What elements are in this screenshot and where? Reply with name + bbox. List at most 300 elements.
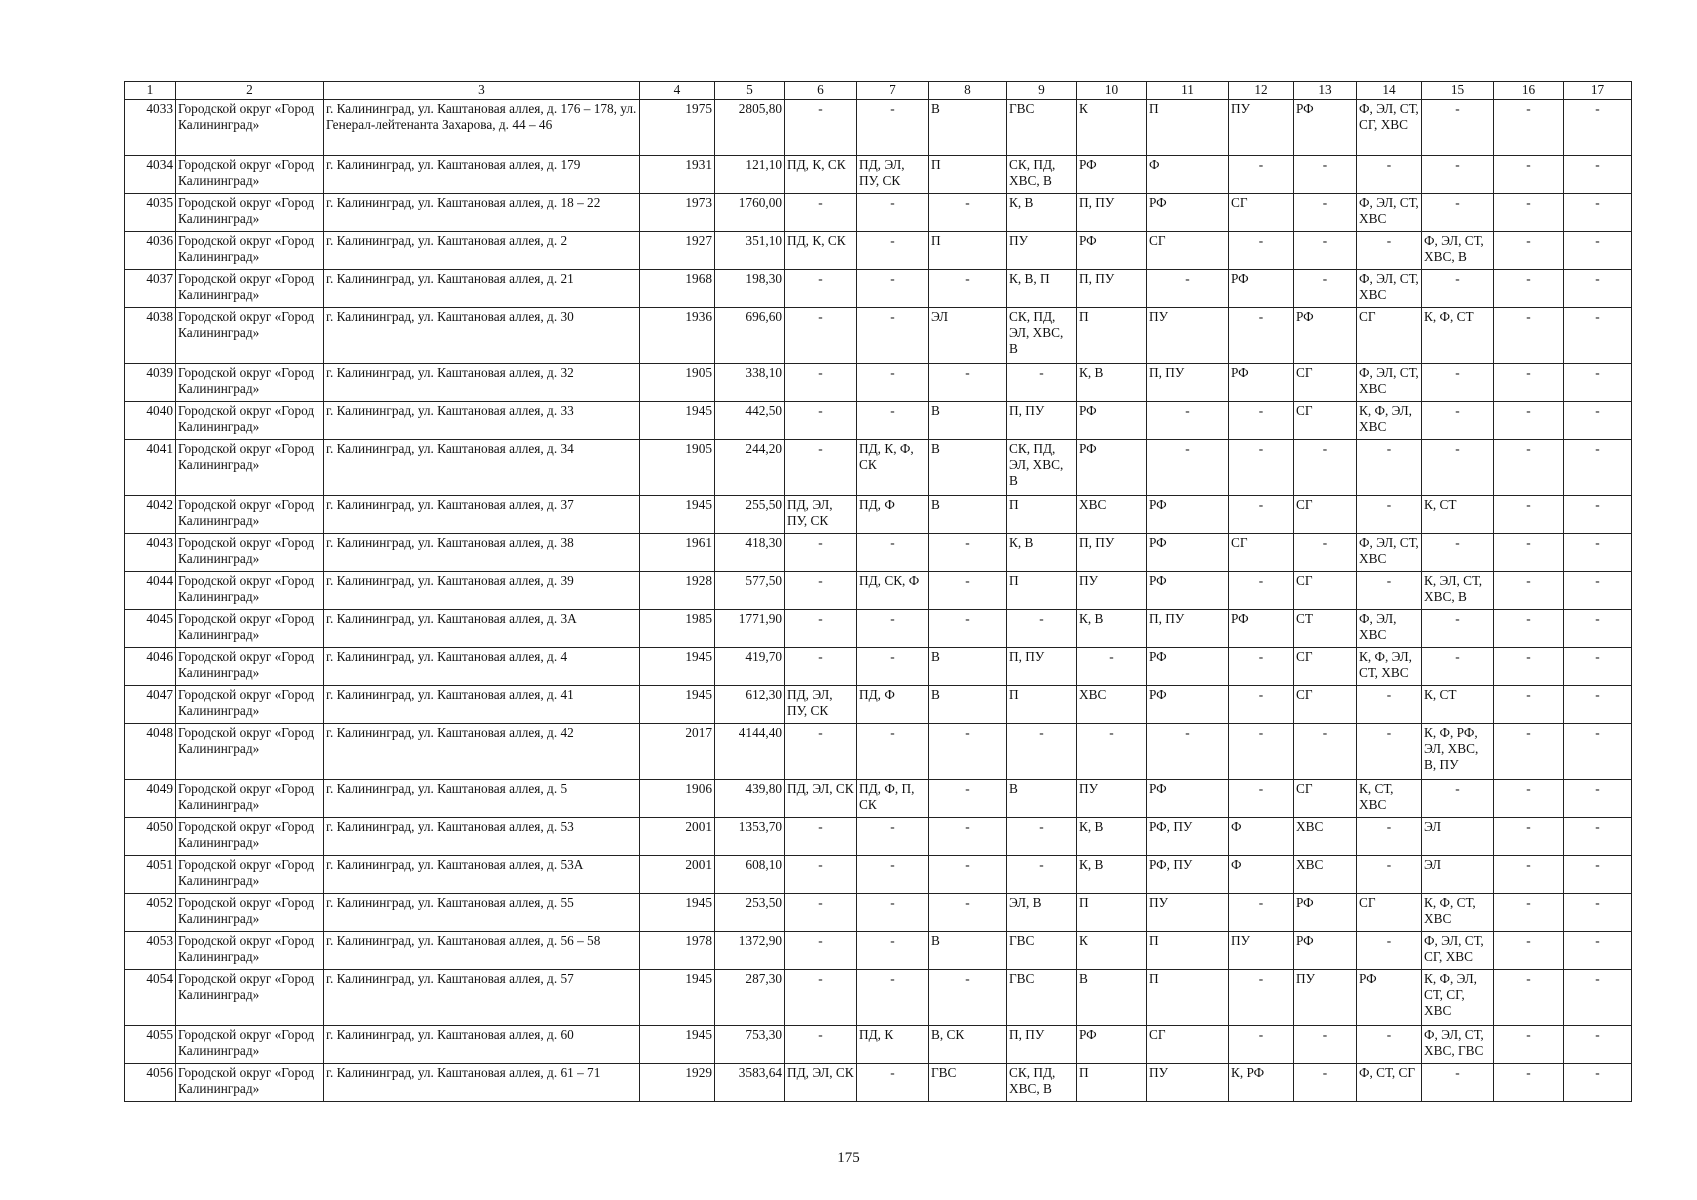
table-cell: 4045 — [125, 610, 176, 648]
table-cell: Городской округ «Город Калининград» — [176, 308, 324, 364]
table-cell: ПД, ЭЛ, ПУ, СК — [785, 496, 857, 534]
table-cell: - — [1422, 610, 1494, 648]
table-cell: ПУ — [1147, 1064, 1229, 1102]
table-cell: Городской округ «Город Калининград» — [176, 932, 324, 970]
table-cell: - — [1494, 1026, 1564, 1064]
table-cell: ГВС — [1007, 970, 1077, 1026]
table-cell: Городской округ «Город Калининград» — [176, 780, 324, 818]
table-cell: РФ — [1147, 534, 1229, 572]
table-cell: ПД, К — [857, 1026, 929, 1064]
table-row — [125, 440, 1632, 496]
table-cell: 1945 — [640, 686, 715, 724]
table-cell: - — [1494, 970, 1564, 1026]
table-cell: - — [785, 572, 857, 610]
table-cell: Городской округ «Город Калининград» — [176, 686, 324, 724]
table-cell: - — [857, 402, 929, 440]
table-cell: В — [929, 402, 1007, 440]
header-row — [125, 82, 1632, 100]
table-cell: Городской округ «Город Калининград» — [176, 818, 324, 856]
table-cell: 1931 — [640, 156, 715, 194]
table-cell: 1905 — [640, 364, 715, 402]
table-cell: В — [929, 440, 1007, 496]
table-row — [125, 970, 1632, 1026]
table-cell: ЭЛ — [929, 308, 1007, 364]
table-cell: ПД, Ф, П, СК — [857, 780, 929, 818]
table-cell: - — [1147, 402, 1229, 440]
table-cell: К, Ф, РФ, ЭЛ, ХВС, В, ПУ — [1422, 724, 1494, 780]
table-cell: - — [1564, 402, 1632, 440]
table-cell: СГ — [1294, 496, 1357, 534]
table-row — [125, 894, 1632, 932]
table-row — [125, 534, 1632, 572]
table-cell: - — [1564, 496, 1632, 534]
table-cell: К, В — [1077, 610, 1147, 648]
table-cell: РФ — [1077, 156, 1147, 194]
table-cell: г. Калининград, ул. Каштановая аллея, д. 3А — [324, 610, 640, 648]
table-cell: П, ПУ — [1077, 270, 1147, 308]
table-cell: г. Калининград, ул. Каштановая аллея, д. 33 — [324, 402, 640, 440]
table-cell: г. Калининград, ул. Каштановая аллея, д. 60 — [324, 1026, 640, 1064]
table-cell: ПД, К, СК — [785, 156, 857, 194]
table-cell: СГ — [1294, 780, 1357, 818]
column-header: 7 — [857, 82, 929, 100]
table-cell: - — [785, 724, 857, 780]
table-cell: К, В — [1007, 534, 1077, 572]
table-cell: - — [785, 308, 857, 364]
table-cell: Городской округ «Город Калининград» — [176, 856, 324, 894]
table-cell: - — [1007, 364, 1077, 402]
table-cell: СГ — [1229, 194, 1294, 232]
table-cell: - — [1147, 440, 1229, 496]
table-row — [125, 100, 1632, 156]
table-cell: - — [1294, 1064, 1357, 1102]
table-cell: 418,30 — [715, 534, 785, 572]
table-cell: - — [1564, 818, 1632, 856]
table-cell: - — [1007, 724, 1077, 780]
table-cell: г. Калининград, ул. Каштановая аллея, д. 4 — [324, 648, 640, 686]
table-cell: - — [1357, 572, 1422, 610]
table-cell: П, ПУ — [1007, 402, 1077, 440]
table-cell: - — [1494, 780, 1564, 818]
table-cell: П, ПУ — [1147, 364, 1229, 402]
table-cell: 4056 — [125, 1064, 176, 1102]
table-cell: - — [1564, 970, 1632, 1026]
table-cell: - — [857, 818, 929, 856]
table-cell: К — [1077, 932, 1147, 970]
table-cell: Ф, ЭЛ, СТ, ХВС, ГВС — [1422, 1026, 1494, 1064]
table-cell: г. Калининград, ул. Каштановая аллея, д. 5 — [324, 780, 640, 818]
table-cell: - — [1494, 686, 1564, 724]
table-cell: 4049 — [125, 780, 176, 818]
table-cell: СГ — [1294, 686, 1357, 724]
table-cell: П — [929, 232, 1007, 270]
table-cell: - — [1077, 724, 1147, 780]
table-cell: - — [1229, 648, 1294, 686]
table-cell: ЭЛ, В — [1007, 894, 1077, 932]
table-cell: - — [1357, 156, 1422, 194]
table-cell: - — [1564, 724, 1632, 780]
table-cell: В — [1007, 780, 1077, 818]
table-cell: 244,20 — [715, 440, 785, 496]
table-cell: 439,80 — [715, 780, 785, 818]
column-header: 5 — [715, 82, 785, 100]
table-cell: В — [929, 100, 1007, 156]
table-cell: ПУ — [1294, 970, 1357, 1026]
table-cell: 4042 — [125, 496, 176, 534]
column-header: 11 — [1147, 82, 1229, 100]
table-cell: ПД, СК, Ф — [857, 572, 929, 610]
table-cell: - — [1229, 894, 1294, 932]
table-cell: Ф, ЭЛ, СТ, ХВС — [1357, 270, 1422, 308]
table-cell: П — [1147, 970, 1229, 1026]
table-cell: П — [1007, 572, 1077, 610]
table-cell: - — [1564, 100, 1632, 156]
table-cell: 1945 — [640, 496, 715, 534]
table-cell: ПД, ЭЛ, ПУ, СК — [785, 686, 857, 724]
table-cell: - — [1422, 440, 1494, 496]
table-cell: - — [1422, 648, 1494, 686]
table-cell: 1927 — [640, 232, 715, 270]
table-cell: г. Калининград, ул. Каштановая аллея, д. 18 – 22 — [324, 194, 640, 232]
table-cell: - — [929, 194, 1007, 232]
table-cell: - — [1229, 1026, 1294, 1064]
table-cell: - — [929, 724, 1007, 780]
table-cell: - — [1422, 100, 1494, 156]
table-cell: К, В, П — [1007, 270, 1077, 308]
table-cell: 4036 — [125, 232, 176, 270]
table-row — [125, 1064, 1632, 1102]
table-row — [125, 818, 1632, 856]
table-cell: - — [1357, 440, 1422, 496]
table-cell: РФ — [1229, 610, 1294, 648]
table-cell: - — [1494, 270, 1564, 308]
table-cell: Городской округ «Город Калининград» — [176, 724, 324, 780]
table-cell: - — [929, 270, 1007, 308]
table-row — [125, 780, 1632, 818]
table-cell: 4038 — [125, 308, 176, 364]
table-cell: Городской округ «Город Калининград» — [176, 156, 324, 194]
table-cell: - — [1494, 856, 1564, 894]
table-cell: РФ — [1294, 894, 1357, 932]
table-cell: 253,50 — [715, 894, 785, 932]
table-cell: Городской округ «Город Калининград» — [176, 402, 324, 440]
table-cell: 4035 — [125, 194, 176, 232]
table-cell: Городской округ «Город Калининград» — [176, 232, 324, 270]
table-cell: - — [857, 100, 929, 156]
table-cell: ПУ — [1147, 308, 1229, 364]
table-cell: - — [785, 100, 857, 156]
table-cell: - — [1229, 156, 1294, 194]
table-cell: В — [1077, 970, 1147, 1026]
table-cell: - — [1422, 780, 1494, 818]
table-cell: г. Калининград, ул. Каштановая аллея, д. 21 — [324, 270, 640, 308]
table-cell: ХВС — [1077, 496, 1147, 534]
table-cell: Городской округ «Город Калининград» — [176, 534, 324, 572]
table-cell: П — [1147, 100, 1229, 156]
table-cell: СГ — [1147, 1026, 1229, 1064]
table-cell: ПД, ЭЛ, СК — [785, 780, 857, 818]
table-cell: - — [1229, 308, 1294, 364]
table-cell: П — [1077, 894, 1147, 932]
table-cell: РФ — [1147, 648, 1229, 686]
table-cell: 4052 — [125, 894, 176, 932]
table-cell: ПУ — [1077, 780, 1147, 818]
table-cell: - — [1229, 402, 1294, 440]
column-header: 14 — [1357, 82, 1422, 100]
table-cell: К, Ф, ЭЛ, СТ, СГ, ХВС — [1422, 970, 1494, 1026]
table-cell: - — [1422, 270, 1494, 308]
table-cell: - — [1564, 364, 1632, 402]
table-cell: - — [1494, 402, 1564, 440]
table-cell: - — [857, 648, 929, 686]
table-cell: 4043 — [125, 534, 176, 572]
table-cell: - — [1357, 496, 1422, 534]
table-cell: - — [857, 364, 929, 402]
table-cell: - — [929, 780, 1007, 818]
table-cell: ГВС — [1007, 100, 1077, 156]
table-cell: - — [1494, 932, 1564, 970]
table-cell: - — [1564, 1026, 1632, 1064]
table-cell: 419,70 — [715, 648, 785, 686]
table-cell: 4046 — [125, 648, 176, 686]
table-cell: СГ — [1147, 232, 1229, 270]
table-cell: - — [929, 364, 1007, 402]
column-header: 15 — [1422, 82, 1494, 100]
table-cell: - — [1564, 572, 1632, 610]
table-cell: - — [1494, 308, 1564, 364]
table-cell: 4044 — [125, 572, 176, 610]
table-cell: - — [1357, 818, 1422, 856]
table-cell: - — [1494, 496, 1564, 534]
table-cell: г. Калининград, ул. Каштановая аллея, д. 38 — [324, 534, 640, 572]
table-cell: ПД, К, СК — [785, 232, 857, 270]
table-cell: - — [1494, 818, 1564, 856]
table-cell: - — [785, 894, 857, 932]
table-cell: - — [929, 610, 1007, 648]
table-cell: - — [1564, 440, 1632, 496]
table-cell: - — [785, 932, 857, 970]
table-cell: 1929 — [640, 1064, 715, 1102]
table-cell: - — [1564, 686, 1632, 724]
table-cell: ХВС — [1294, 818, 1357, 856]
table-row — [125, 1026, 1632, 1064]
table-cell: 1945 — [640, 894, 715, 932]
table-cell: 4053 — [125, 932, 176, 970]
table-cell: - — [1229, 970, 1294, 1026]
table-row — [125, 686, 1632, 724]
table-cell: К, Ф, СТ — [1422, 308, 1494, 364]
table-cell: РФ, ПУ — [1147, 856, 1229, 894]
table-cell: Ф, ЭЛ, СТ, СГ, ХВС — [1422, 932, 1494, 970]
table-cell: - — [1294, 724, 1357, 780]
table-cell: 255,50 — [715, 496, 785, 534]
table-cell: - — [1229, 780, 1294, 818]
table-cell: 338,10 — [715, 364, 785, 402]
table-cell: - — [857, 610, 929, 648]
table-cell: П — [929, 156, 1007, 194]
column-header: 10 — [1077, 82, 1147, 100]
table-cell: - — [929, 818, 1007, 856]
table-cell: Городской округ «Город Калининград» — [176, 610, 324, 648]
table-cell: В, СК — [929, 1026, 1007, 1064]
table-cell: - — [1294, 232, 1357, 270]
table-cell: - — [1564, 1064, 1632, 1102]
table-cell: 4039 — [125, 364, 176, 402]
table-cell: 1760,00 — [715, 194, 785, 232]
table-cell: 4054 — [125, 970, 176, 1026]
table-cell: - — [1494, 648, 1564, 686]
table-row — [125, 932, 1632, 970]
table-row — [125, 232, 1632, 270]
table-cell: СГ — [1357, 308, 1422, 364]
table-cell: Городской округ «Город Калининград» — [176, 648, 324, 686]
table-cell: П — [1147, 932, 1229, 970]
table-cell: - — [1229, 724, 1294, 780]
table-cell: - — [1294, 440, 1357, 496]
table-cell: В — [929, 496, 1007, 534]
table-cell: СГ — [1229, 534, 1294, 572]
table-cell: - — [785, 270, 857, 308]
table-cell: - — [1564, 308, 1632, 364]
table-cell: ПУ — [1229, 932, 1294, 970]
table-cell: - — [1494, 194, 1564, 232]
table-cell: 1973 — [640, 194, 715, 232]
table-cell: ГВС — [929, 1064, 1007, 1102]
table-cell: - — [1229, 686, 1294, 724]
table-cell: - — [785, 1026, 857, 1064]
table-cell: - — [1564, 270, 1632, 308]
table-cell: 1905 — [640, 440, 715, 496]
table-cell: Городской округ «Город Калининград» — [176, 496, 324, 534]
table-row — [125, 402, 1632, 440]
table-cell: СГ — [1294, 572, 1357, 610]
table-cell: 2001 — [640, 818, 715, 856]
table-cell: СТ — [1294, 610, 1357, 648]
table-cell: - — [1494, 440, 1564, 496]
table-body — [125, 100, 1632, 1102]
table-cell: К, ЭЛ, СТ, ХВС, В — [1422, 572, 1494, 610]
table-cell: П, ПУ — [1007, 648, 1077, 686]
table-cell: 2805,80 — [715, 100, 785, 156]
table-cell: 1906 — [640, 780, 715, 818]
table-cell: К, В — [1007, 194, 1077, 232]
table-cell: СГ — [1357, 894, 1422, 932]
table-cell: П, ПУ — [1077, 534, 1147, 572]
table-cell: РФ — [1147, 780, 1229, 818]
table-cell: г. Калининград, ул. Каштановая аллея, д. 55 — [324, 894, 640, 932]
table-cell: - — [1564, 232, 1632, 270]
table-cell: ПУ — [1077, 572, 1147, 610]
table-cell: - — [929, 970, 1007, 1026]
table-cell: РФ — [1294, 308, 1357, 364]
table-cell: - — [1494, 894, 1564, 932]
table-cell: ПД, Ф — [857, 496, 929, 534]
table-cell: К, СТ — [1422, 496, 1494, 534]
table-cell: П, ПУ — [1147, 610, 1229, 648]
table-cell: г. Калининград, ул. Каштановая аллея, д. 179 — [324, 156, 640, 194]
column-header: 17 — [1564, 82, 1632, 100]
table-cell: - — [1564, 156, 1632, 194]
table-cell: - — [1564, 780, 1632, 818]
table-cell: Городской округ «Город Калининград» — [176, 440, 324, 496]
column-header: 6 — [785, 82, 857, 100]
table-cell: г. Калининград, ул. Каштановая аллея, д. 41 — [324, 686, 640, 724]
table-cell: СК, ПД, ХВС, В — [1007, 1064, 1077, 1102]
table-cell: К, СТ — [1422, 686, 1494, 724]
column-header: 8 — [929, 82, 1007, 100]
table-cell: - — [1357, 724, 1422, 780]
table-cell: 1945 — [640, 648, 715, 686]
table-cell: 1771,90 — [715, 610, 785, 648]
table-cell: - — [857, 534, 929, 572]
table-cell: - — [1294, 534, 1357, 572]
table-cell: - — [929, 534, 1007, 572]
table-cell: - — [1564, 648, 1632, 686]
table-cell: РФ — [1077, 402, 1147, 440]
table-cell: ПУ — [1147, 894, 1229, 932]
table-cell: Ф — [1229, 856, 1294, 894]
table-cell: П, ПУ — [1077, 194, 1147, 232]
table-cell: РФ — [1077, 440, 1147, 496]
table-row — [125, 856, 1632, 894]
table-cell: 351,10 — [715, 232, 785, 270]
table-cell: РФ — [1229, 270, 1294, 308]
table-cell: 3583,64 — [715, 1064, 785, 1102]
table-cell: К, Ф, ЭЛ, СТ, ХВС — [1357, 648, 1422, 686]
table-cell: - — [857, 308, 929, 364]
table-cell: Городской округ «Город Калининград» — [176, 1026, 324, 1064]
table-cell: ПД, К, Ф, СК — [857, 440, 929, 496]
table-cell: 4040 — [125, 402, 176, 440]
table-cell: - — [1294, 270, 1357, 308]
table-cell: - — [857, 856, 929, 894]
table-cell: 696,60 — [715, 308, 785, 364]
table-cell: ПУ — [1229, 100, 1294, 156]
table-row — [125, 648, 1632, 686]
table-cell: - — [857, 724, 929, 780]
table-cell: 1945 — [640, 1026, 715, 1064]
table-cell: - — [1007, 818, 1077, 856]
table-cell: РФ — [1147, 194, 1229, 232]
table-cell: ПУ — [1007, 232, 1077, 270]
table-cell: - — [1564, 194, 1632, 232]
table-cell: - — [1494, 610, 1564, 648]
table-cell: 1372,90 — [715, 932, 785, 970]
table-cell: - — [785, 818, 857, 856]
table-cell: г. Калининград, ул. Каштановая аллея, д. 176 – 178, ул. Генерал-лейтенанта Захарова, д. 44 – 46 — [324, 100, 640, 156]
table-cell: 1978 — [640, 932, 715, 970]
table-cell: - — [1494, 534, 1564, 572]
table-cell: - — [1229, 232, 1294, 270]
table-cell: 1968 — [640, 270, 715, 308]
table-cell: 1961 — [640, 534, 715, 572]
table-cell: - — [857, 970, 929, 1026]
table-cell: ПД, ЭЛ, ПУ, СК — [857, 156, 929, 194]
table-cell: - — [1564, 932, 1632, 970]
table-cell: г. Калининград, ул. Каштановая аллея, д. 32 — [324, 364, 640, 402]
table-cell: РФ — [1357, 970, 1422, 1026]
table-cell: Ф, ЭЛ, СТ, ХВС — [1357, 534, 1422, 572]
table-cell: - — [1294, 1026, 1357, 1064]
table-row — [125, 156, 1632, 194]
table-cell: ПД, ЭЛ, СК — [785, 1064, 857, 1102]
table-cell: - — [1494, 572, 1564, 610]
table-cell: 4050 — [125, 818, 176, 856]
table-cell: К, СТ, ХВС — [1357, 780, 1422, 818]
table-cell: г. Калининград, ул. Каштановая аллея, д. 34 — [324, 440, 640, 496]
table-cell: Ф — [1229, 818, 1294, 856]
table-cell: К, В — [1077, 818, 1147, 856]
